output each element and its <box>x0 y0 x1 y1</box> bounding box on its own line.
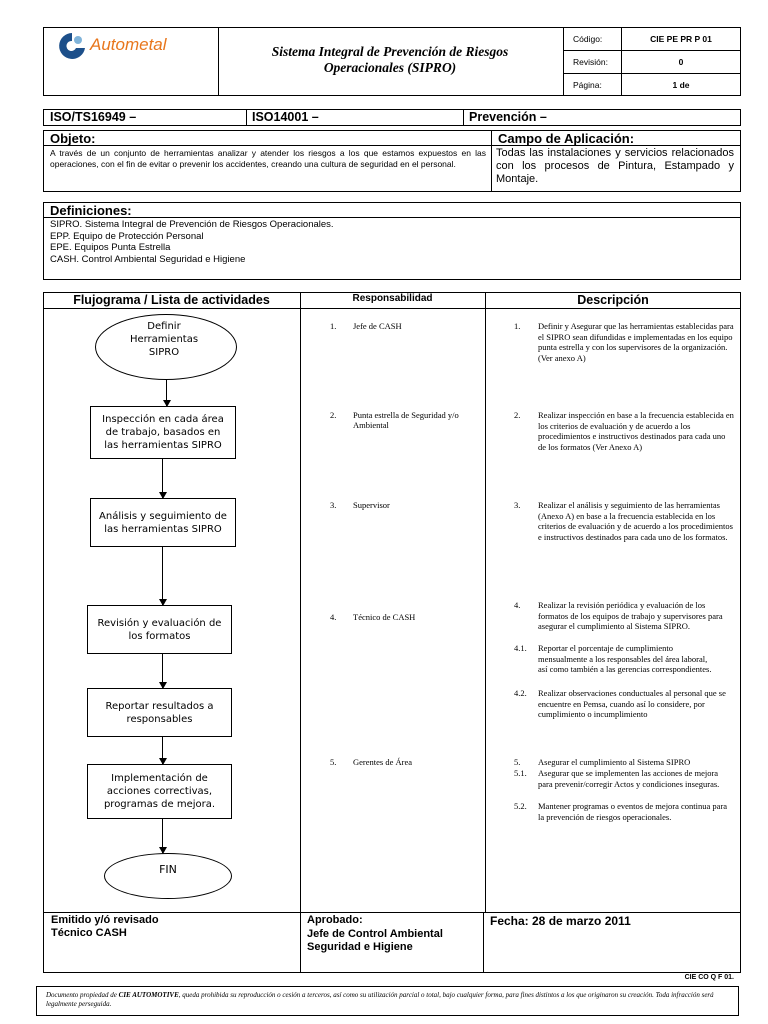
logo-mark-icon <box>52 30 92 62</box>
responsabilidad-header: Responsabilidad <box>352 293 433 304</box>
logo <box>52 30 212 62</box>
disclaimer-company: CIE AUTOMOTIVE <box>118 991 179 999</box>
emitido-value: Técnico CASH <box>51 927 127 939</box>
flow-step-inspeccion: Inspección en cada área de trabajo, basados en las herramientas SIPRO <box>90 406 236 459</box>
definition-item: EPE. Equipos Punta Estrella <box>50 242 171 253</box>
definiciones-title: Definiciones: <box>50 203 132 218</box>
start-oval: Definir Herramientas SIPRO <box>95 314 237 380</box>
revision-label: Revisión: <box>573 57 608 67</box>
emitido-label: Emitido y/ó revisado <box>51 914 159 926</box>
end-oval: FIN <box>104 853 232 899</box>
definiciones-list <box>50 219 334 265</box>
iso-row <box>43 109 741 126</box>
aprobado-value: Jefe de Control Ambiental Seguridad e Higiene <box>307 928 443 953</box>
definition-item: SIPRO. Sistema Integral de Prevención de Riesgos Operacionales. <box>50 219 334 230</box>
pagina-label: Página: <box>573 80 602 90</box>
logo-text: Autometal <box>90 35 167 54</box>
descripcion-header: Descripción <box>577 293 649 307</box>
campo-title: Campo de Aplicación: <box>498 131 635 146</box>
objeto-text: A través de un conjunto de herramientas analizar y atender los riesgos a los que estamos expuestos en las operaciones, con el fin de evitar o prevenir los accidentes, creando una cultura de seguridad en el personal. <box>50 148 486 169</box>
campo-text: Todas las instalaciones y servicios relacionados con los procesos de Pintura, Estampado y Montaje. <box>496 147 734 185</box>
iso-14001: ISO14001 – <box>252 110 319 124</box>
codigo-label: Código: <box>573 34 603 44</box>
flow-step-reportar: Reportar resultados a responsables <box>87 688 232 737</box>
pagina-value: 1 de <box>672 80 690 90</box>
aprobado-label: Aprobado: <box>307 914 363 926</box>
flow-step-implementacion: Implementación de acciones correctivas, programas de mejora. <box>87 764 232 819</box>
definition-item: CASH. Control Ambiental Seguridad e Higiene <box>50 253 246 265</box>
flujograma-header: Flujograma / Lista de actividades <box>73 293 270 307</box>
document-title: Sistema Integral de Prevención de Riesgos Operacionales (SIPRO) <box>271 44 509 75</box>
fecha: Fecha: 28 de marzo 2011 <box>490 914 631 928</box>
definition-item: EPP. Equipo de Protección Personal <box>50 230 204 242</box>
revision-value: 0 <box>678 57 684 67</box>
objeto-title: Objeto: <box>50 131 96 146</box>
disclaimer: Documento propiedad de CIE AUTOMOTIVE, queda prohibida su reproducción o cesión a terceros, así como su utilización parcial o total, bajo cualquier forma, para fines distintos a los que originaron su creación. Toda infracción será legalmente perseguida. <box>46 991 714 1008</box>
iso-16949: ISO/TS16949 – <box>50 110 137 124</box>
form-code: CIE CO Q F 01. <box>684 974 734 981</box>
codigo-value: CIE PE PR P 01 <box>650 34 712 44</box>
prevencion: Prevención – <box>469 110 547 124</box>
flow-step-analisis: Análisis y seguimiento de las herramientas SIPRO <box>90 498 236 547</box>
flow-step-revision: Revisión y evaluación de los formatos <box>87 605 232 654</box>
